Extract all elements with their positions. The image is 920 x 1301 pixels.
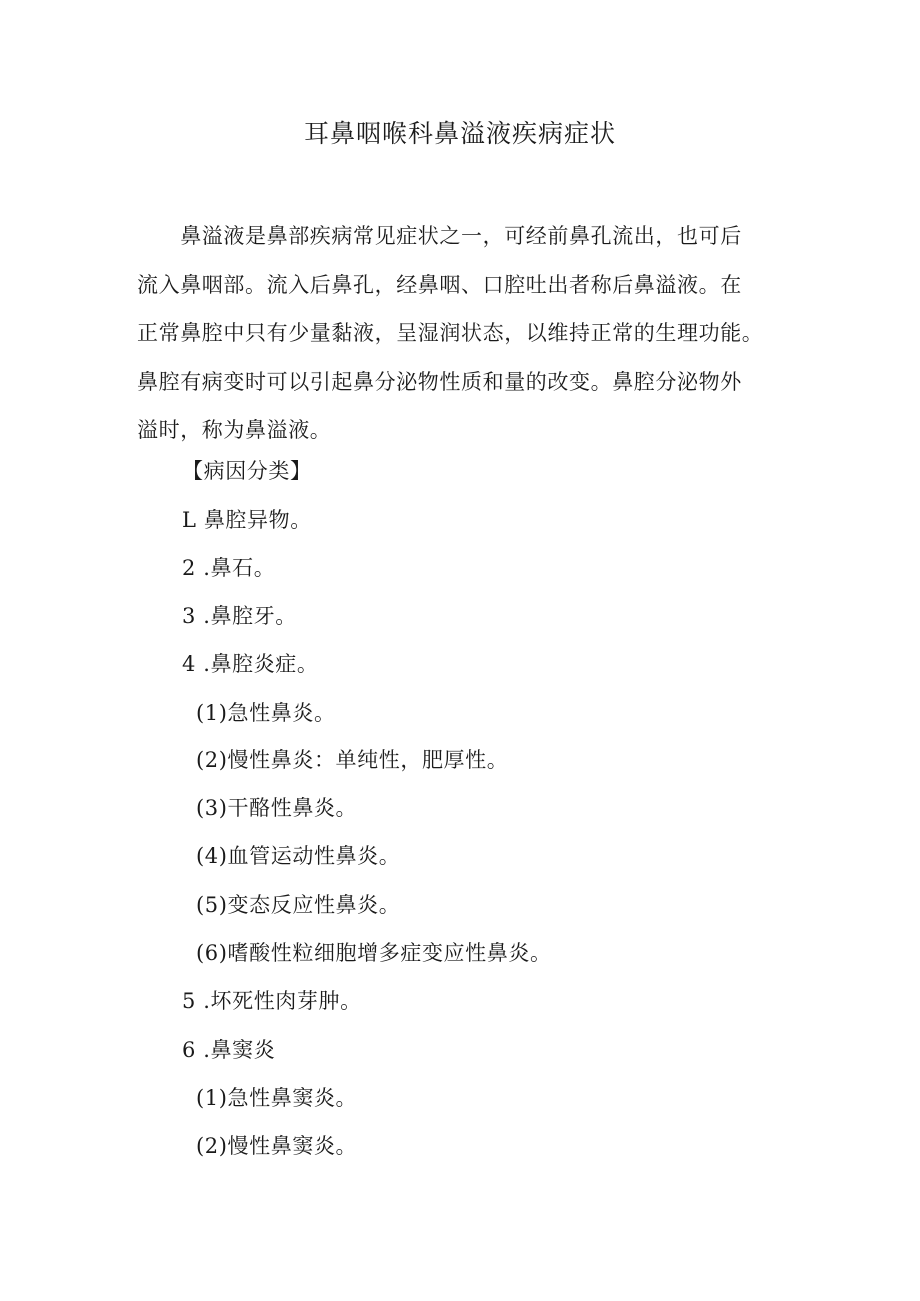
list-item: (6)嗜酸性粒细胞增多症变应性鼻炎。	[196, 941, 552, 965]
intro-paragraph	[137, 212, 797, 455]
intro-line: 鼻溢液是鼻部疾病常见症状之一，可经前鼻孔流出，也可后	[137, 224, 742, 248]
list-item: (4)血管运动性鼻炎。	[196, 844, 401, 868]
list-item: (1)急性鼻窦炎。	[196, 1086, 358, 1110]
list-item: (1)急性鼻炎。	[196, 701, 336, 725]
intro-line: 鼻腔有病变时可以引起鼻分泌物性质和量的改变。鼻腔分泌物外	[137, 369, 742, 394]
list-item: 4 .鼻腔炎症。	[182, 652, 319, 676]
intro-line: 溢时，称为鼻溢液。	[137, 418, 332, 443]
intro-line: 正常鼻腔中只有少量黏液，呈湿润状态，以维持正常的生理功能。	[137, 321, 764, 346]
list-item: 3 .鼻腔牙。	[182, 604, 297, 628]
document-title: 耳鼻咽喉科鼻溢液疾病症状	[303, 119, 616, 148]
section-heading: 【病因分类】	[182, 459, 312, 483]
list-item: 6 .鼻窦炎	[182, 1038, 276, 1062]
list-item: L 鼻腔异物。	[182, 508, 312, 532]
list-item: (2)慢性鼻炎：单纯性，肥厚性。	[196, 748, 509, 772]
list-item: (2)慢性鼻窦炎。	[196, 1134, 358, 1158]
list-item: (5)变态反应性鼻炎。	[196, 893, 401, 917]
intro-line: 流入鼻咽部。流入后鼻孔，经鼻咽、口腔吐出者称后鼻溢液。在	[137, 272, 742, 297]
list-item: 2 .鼻石。	[182, 556, 276, 580]
list-item: 5 .坏死性肉芽肿。	[182, 989, 362, 1013]
list-item: (3)干酪性鼻炎。	[196, 796, 358, 820]
